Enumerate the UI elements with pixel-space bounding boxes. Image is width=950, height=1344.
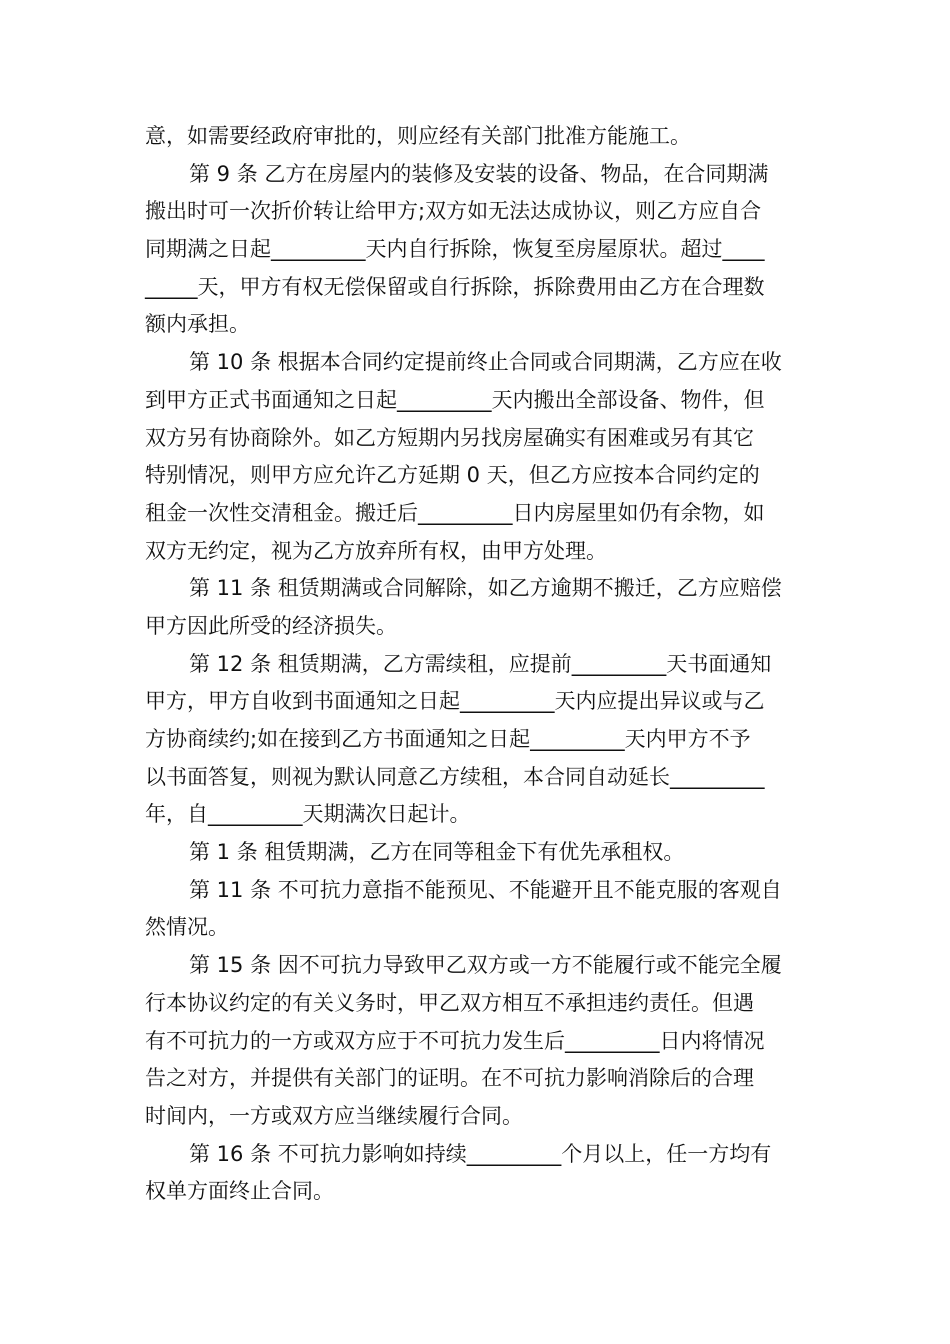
text-line: 方协商续约;如在接到乙方书面通知之日起_________天内甲方不予 xyxy=(145,727,751,751)
text-line: 同期满之日起_________天内自行拆除，恢复至房屋原状。超过____ xyxy=(145,237,765,262)
document-body xyxy=(145,118,807,1211)
text-line: 年，自_________天期满次日起计。 xyxy=(145,802,471,827)
article-11b-start: 第 11 条 不可抗力意指不能预见、不能避开且不能克服的客观自 xyxy=(189,877,782,902)
text-line: 权单方面终止合同。 xyxy=(145,1179,334,1204)
text-line: 搬出时可一次折价转让给甲方;双方如无法达成协议，则乙方应自合 xyxy=(145,199,762,224)
text-line: 甲方，甲方自收到书面通知之日起_________天内应提出异议或与乙 xyxy=(145,689,765,714)
article-10-start: 第 10 条 根据本合同约定提前终止合同或合同期满，乙方应在收 xyxy=(189,350,782,375)
text-line: 以书面答复，则视为默认同意乙方续租，本合同自动延长_________ xyxy=(145,764,765,789)
article-16-start: 第 16 条 不可抗力影响如持续_________个月以上，任一方均有 xyxy=(189,1141,772,1166)
text-line: 时间内，一方或双方应当继续履行合同。 xyxy=(145,1103,523,1128)
article-1-start: 第 1 条 租赁期满，乙方在同等租金下有优先承租权。 xyxy=(189,840,685,865)
text-line: _____天，甲方有权无偿保留或自行拆除，拆除费用由乙方在合理数 xyxy=(145,274,765,299)
text-line: 行本协议约定的有关义务时，甲乙双方相互不承担违约责任。但遇 xyxy=(145,990,754,1015)
article-12-start: 第 12 条 租赁期满，乙方需续租，应提前_________天书面通知 xyxy=(189,651,772,676)
article-11-start: 第 11 条 租赁期满或合同解除，如乙方逾期不搬迁，乙方应赔偿 xyxy=(189,576,782,601)
text-line: 甲方因此所受的经济损失。 xyxy=(145,613,397,638)
text-line: 意，如需要经政府审批的，则应经有关部门批准方能施工。 xyxy=(145,124,691,148)
text-line: 告之对方，并提供有关部门的证明。在不可抗力影响消除后的合理 xyxy=(145,1066,754,1091)
text-line: 双方另有协商除外。如乙方短期内另找房屋确实有困难或另有其它 xyxy=(145,425,754,450)
text-line: 有不可抗力的一方或双方应于不可抗力发生后_________日内将情况 xyxy=(145,1028,765,1053)
text-line: 双方无约定，视为乙方放弃所有权，由甲方处理。 xyxy=(145,538,607,563)
text-line: 特别情况，则甲方应允许乙方延期 0 天，但乙方应按本合同约定的 xyxy=(145,463,760,488)
text-line: 到甲方正式书面通知之日起_________天内搬出全部设备、物件，但 xyxy=(145,387,765,412)
text-line: 然情况。 xyxy=(145,915,229,940)
article-9-start: 第 9 条 乙方在房屋内的装修及安装的设备、物品，在合同期满 xyxy=(189,161,769,186)
article-15-start: 第 15 条 因不可抗力导致甲乙双方或一方不能履行或不能完全履 xyxy=(189,953,782,978)
text-line: 租金一次性交清租金。搬迁后_________日内房屋里如仍有余物，如 xyxy=(145,500,765,525)
text-line: 额内承担。 xyxy=(145,312,250,337)
